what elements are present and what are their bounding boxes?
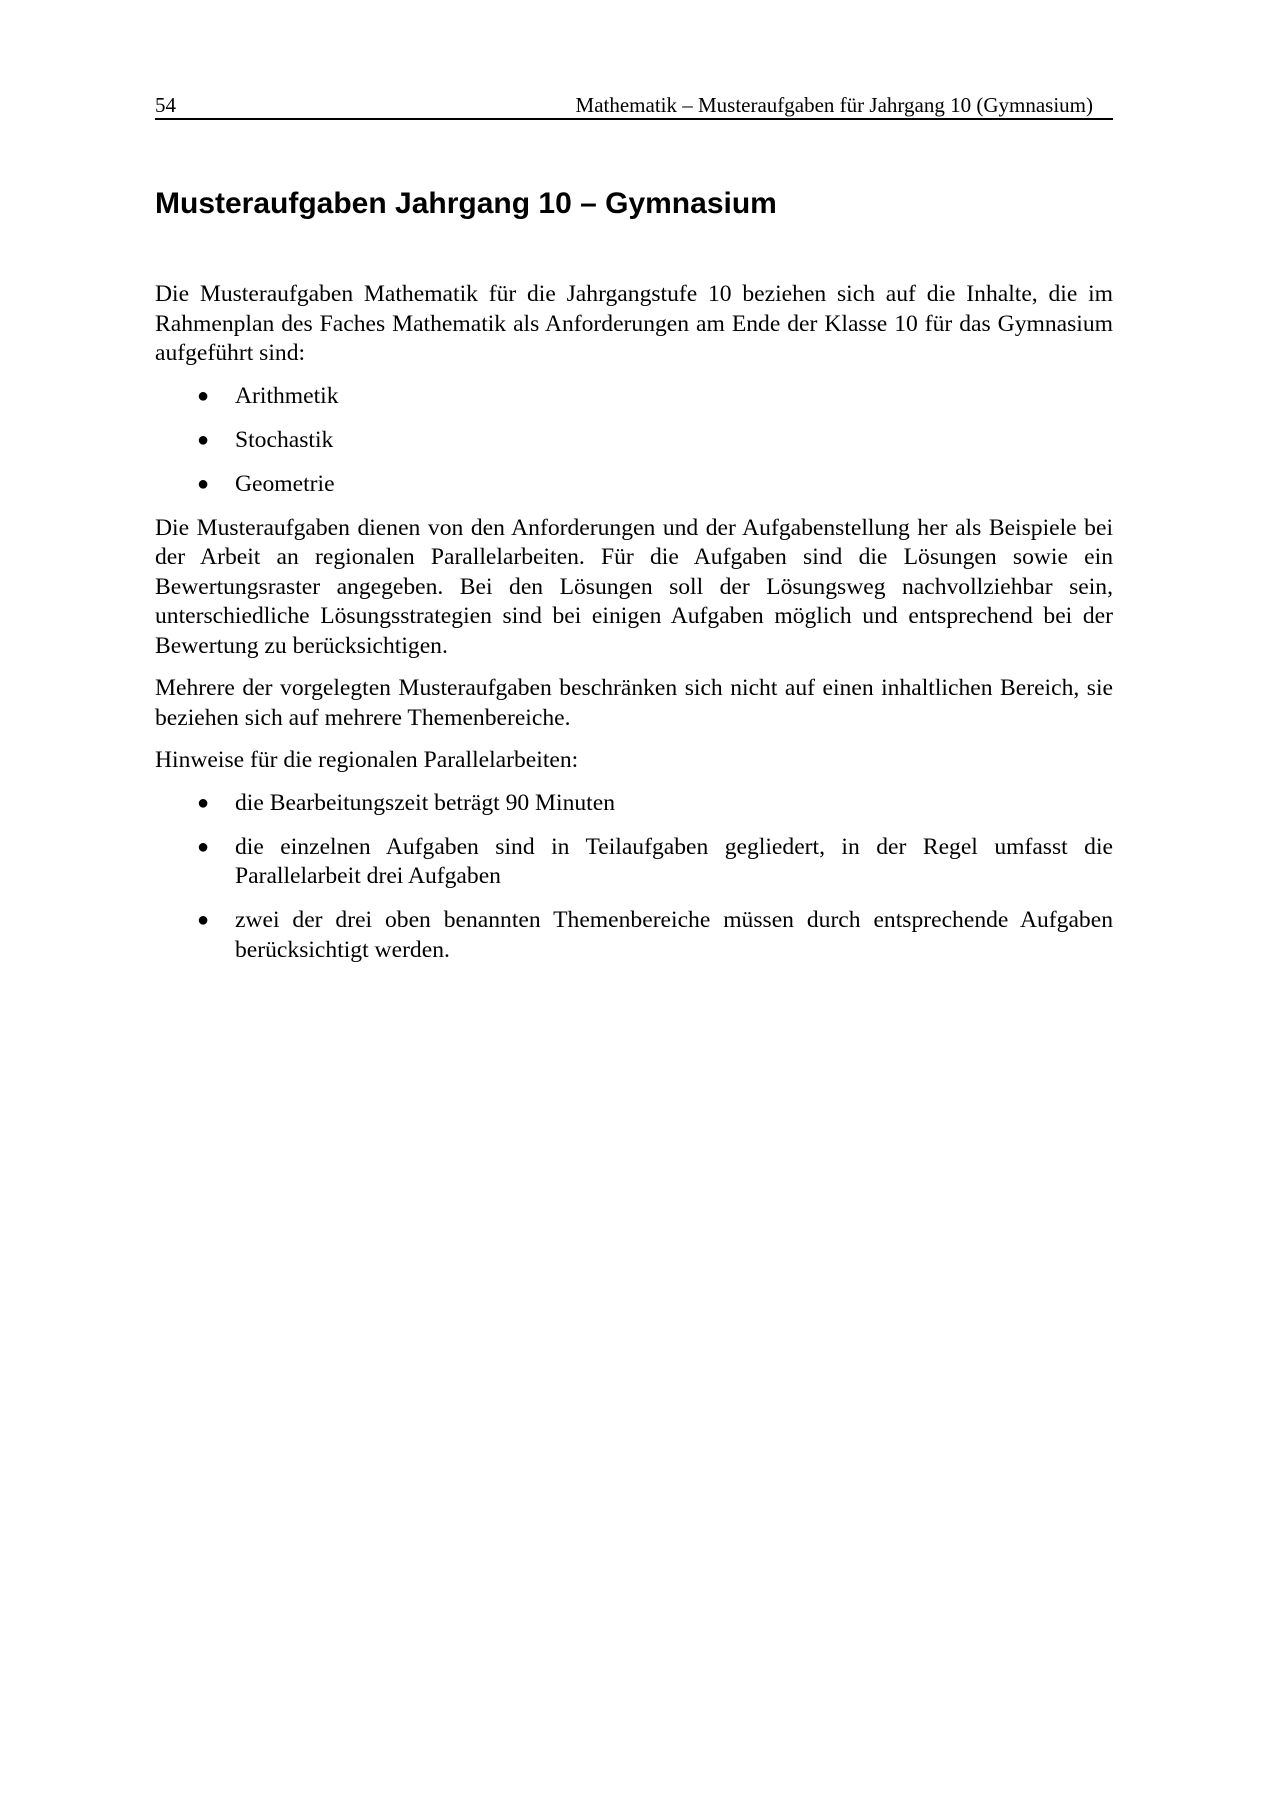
hint-topic-coverage: zwei der drei oben benannten Themenbereiche müssen durch entsprechende Aufgaben berücksichtigt werden. (235, 907, 1113, 963)
list-item (155, 906, 1113, 965)
list-item (155, 470, 1113, 500)
running-header (155, 92, 1113, 120)
topic-arithmetik: Arithmetik (235, 382, 339, 409)
paragraph-examples: Die Musteraufgaben dienen von den Anforderungen und der Aufgabenstellung her als Beispiele bei der Arbeit an regionalen Parallelarbeiten. Für die Aufgaben sind die Lösungen sowie ein Bewertungsraster angegeben. Bei den Lösungen soll der Lösungsweg nachvollziehbar sein, unterschiedliche Lösungsstrategien sind bei einigen Aufgaben möglich und entsprechend bei der Bewertung zu berücksichtigen. (155, 514, 1113, 659)
topic-stochastik: Stochastik (235, 426, 334, 453)
topic-list (155, 382, 1113, 500)
header-title: Mathematik – Musteraufgaben für Jahrgang 10 (Gymnasium) (575, 93, 1093, 117)
bullet-icon: ● (197, 791, 210, 814)
list-item (155, 426, 1113, 456)
bullet-icon: ● (197, 384, 210, 407)
paragraph-topic-areas: Mehrere der vorgelegten Musteraufgaben beschränken sich nicht auf einen inhaltlichen Bereich, sie beziehen sich auf mehrere Themenbereiche. (155, 675, 1113, 731)
topic-geometrie: Geometrie (235, 470, 335, 497)
hint-structure: die einzelnen Aufgaben sind in Teilaufgaben gegliedert, in der Regel umfasst die Parallelarbeit drei Aufgaben (235, 833, 1113, 889)
bullet-icon: ● (197, 909, 210, 931)
list-item (155, 789, 1113, 819)
list-item (155, 382, 1113, 412)
page-number: 54 (155, 93, 176, 117)
bullet-icon: ● (197, 835, 210, 858)
hints-heading: Hinweise für die regionalen Parallelarbeiten: (155, 747, 579, 773)
bullet-icon: ● (197, 472, 210, 495)
section-title: Musteraufgaben Jahrgang 10 – Gymnasium (155, 187, 777, 220)
bullet-icon: ● (197, 428, 210, 451)
list-item (155, 833, 1113, 892)
hints-list (155, 789, 1113, 966)
content-body (155, 280, 1113, 980)
intro-paragraph: Die Musteraufgaben Mathematik für die Jahrgangstufe 10 beziehen sich auf die Inhalte, die im Rahmenplan des Faches Mathematik als Anforderungen am Ende der Klasse 10 für das Gymnasium aufgeführt sind: (155, 281, 1113, 366)
hint-duration: die Bearbeitungszeit beträgt 90 Minuten (235, 789, 616, 816)
